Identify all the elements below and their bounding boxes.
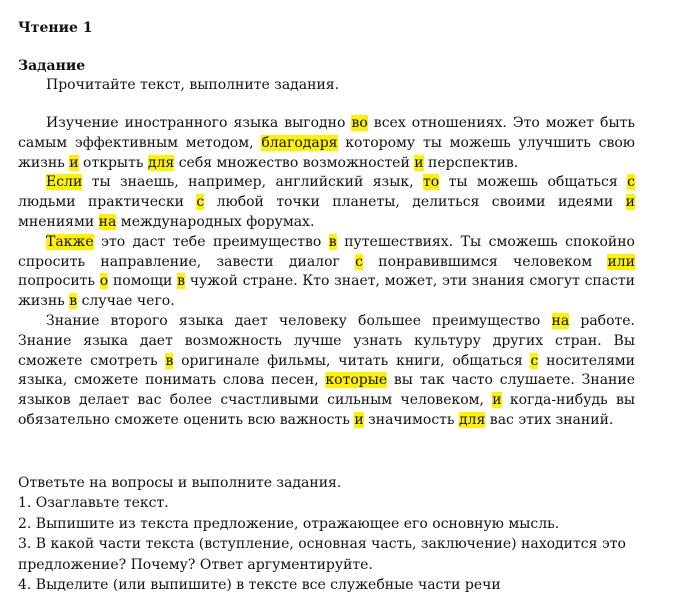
question-3: 3. В какой части текста (вступление, основная часть, заключение) находится это предложение? Почему? Ответ аргументируйте. xyxy=(18,536,626,573)
highlighted-word: в xyxy=(177,273,186,290)
highlighted-word: то xyxy=(422,174,440,191)
highlighted-word: для xyxy=(459,411,486,428)
heading: Чтение 1 xyxy=(18,20,93,36)
highlighted-word: или xyxy=(607,253,635,270)
highlighted-word: Если xyxy=(46,174,83,191)
highlighted-word: с xyxy=(530,352,539,369)
question-2: 2. Выпишите из текста предложение, отражающее его основную мысль. xyxy=(18,515,560,532)
highlighted-word: на xyxy=(98,213,117,230)
highlighted-word: и xyxy=(492,392,502,409)
highlighted-word: в xyxy=(165,352,174,369)
paragraph-1: Изучение иностранного языка выгодно во всех отношениях. Это может быть самым эффективным методом, благодаря которому ты можешь улучшить свою жизнь и открыть для себя множество возможностей и перспектив. xyxy=(18,115,635,171)
highlighted-word: и xyxy=(625,194,636,211)
highlighted-word: с xyxy=(355,253,363,270)
paragraph-4: Знание второго языка дает человеку большее преимущество на работе. Знание языка дает возможность лучше узнать культуру других стран. Вы сможете смотреть в оригинале фильмы, читать книги, общаться с носителями языка, сможете понимать слова песен, которые вы так часто слушаете. Знание языков делает вас более счастливыми сильным человеком, и когда-нибудь вы обязательно сможете оценить всю важность и значимость для вас этих знаний. xyxy=(18,312,636,428)
paragraph-3: Также это даст тебе преимущество в путешествиях. Ты сможешь спокойно спросить направление, завести диалог с понравившимся человеком или попросить о помощи в чужой стране. Кто знает, может, эти знания смогут спасти жизнь в случае чего. xyxy=(18,233,636,310)
highlighted-word: с xyxy=(196,194,205,211)
highlighted-word: и xyxy=(354,411,364,428)
question-4: 4. Выделите (или выпишите) в тексте все служебные части речи xyxy=(18,577,501,594)
highlighted-word: во xyxy=(351,115,368,131)
highlighted-word: в xyxy=(328,233,337,250)
question-1: 1. Озаглавьте текст. xyxy=(18,495,169,512)
highlighted-word: для xyxy=(147,154,175,171)
highlighted-word: Также xyxy=(46,233,94,250)
highlighted-word: которые xyxy=(325,372,388,389)
task-label: Задание xyxy=(18,58,86,74)
highlighted-word: на xyxy=(551,312,570,329)
highlighted-word: в xyxy=(69,293,78,310)
highlighted-word: о xyxy=(99,273,109,290)
paragraph-2: Если ты знаешь, например, английский язык, то ты можешь общаться с людьми практически с любой точки планеты, делиться своими идеями и мнениями на международных форумах. xyxy=(18,174,636,230)
questions-title: Ответьте на вопросы и выполните задания. xyxy=(18,474,342,491)
highlighted-word: с xyxy=(627,174,636,191)
highlighted-word: благодаря xyxy=(261,134,338,151)
reading-text xyxy=(18,114,635,431)
questions-block xyxy=(18,473,658,596)
highlighted-word: и xyxy=(414,154,424,171)
task-intro: Прочитайте текст, выполните задания. xyxy=(46,77,340,93)
highlighted-word: и xyxy=(69,154,79,171)
